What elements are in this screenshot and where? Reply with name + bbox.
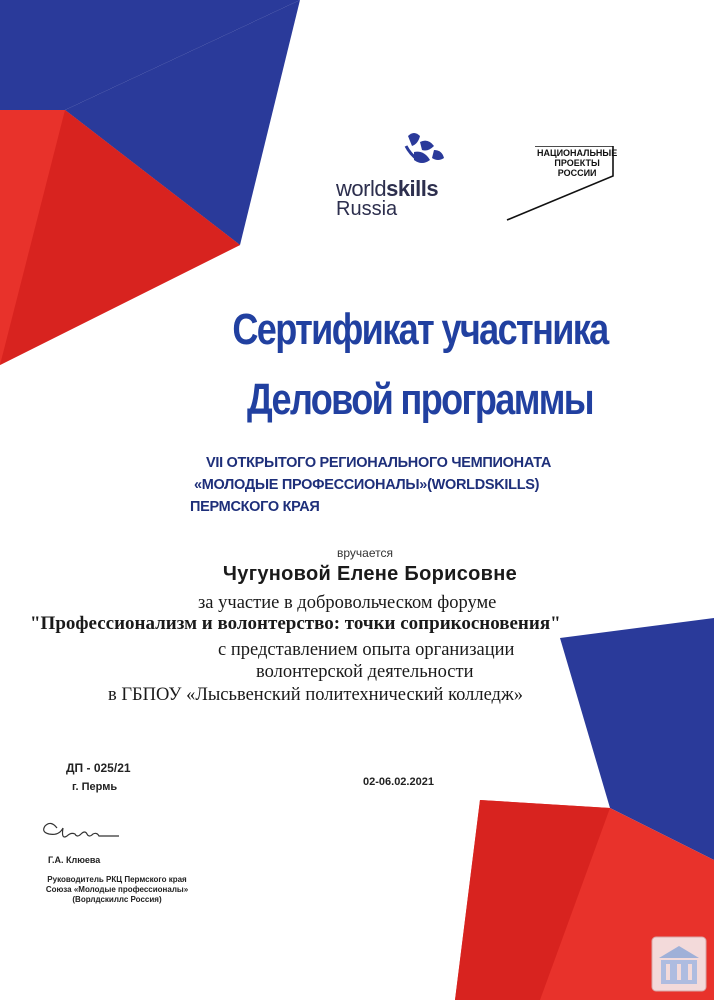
signer-role [32,875,202,905]
event-dates: 02-06.02.2021 [363,776,434,788]
worldskills-russia: Russia [336,198,398,220]
certificate-subtitle: Деловой программы [247,375,593,424]
certificate-title: Сертификат участника [232,305,608,354]
awarded-label: вручается [337,546,393,560]
body-line-2: "Профессионализм и волонтерство: точки соприкосновения" [30,613,561,634]
body-line-5: в ГБПОУ «Лысьвенский политехнический колледж» [108,685,523,705]
signer-role-line-3: (Ворлдскиллс Россия) [72,895,162,904]
body-line-3: с представлением опыта организации [218,640,515,660]
championship-line-2: «МОЛОДЫЕ ПРОФЕССИОНАЛЫ»(WORLDSKILLS) [194,477,540,493]
signer-role-line-1: Руководитель РКЦ Пермского края [47,875,187,884]
city: г. Пермь [72,781,118,793]
worldskills-logo [330,128,460,220]
signature-icon [35,812,145,842]
body-line-1: за участие в добровольческом форуме [198,593,497,613]
signer-role-line-2: Союза «Молодые профессионалы» [45,885,189,894]
championship-name [190,452,610,518]
national-projects-text: НАЦИОНАЛЬНЫЕ ПРОЕКТЫ РОССИИ [537,148,618,178]
college-watermark-icon [651,936,707,992]
championship-line-1: VII ОТКРЫТОГО РЕГИОНАЛЬНОГО ЧЕМПИОНАТА [206,455,552,471]
body-line-4: волонтерской деятельности [256,662,474,682]
worldskills-emblem-icon [330,128,460,178]
document-number: ДП - 025/21 [66,761,131,775]
worldskills-wordmark: worldskills [336,176,439,201]
signer-name: Г.А. Клюева [48,855,101,865]
recipient-name: Чугуновой Елене Борисовне [222,563,518,585]
national-projects-logo [505,146,618,222]
championship-line-3: ПЕРМСКОГО КРАЯ [190,499,320,515]
